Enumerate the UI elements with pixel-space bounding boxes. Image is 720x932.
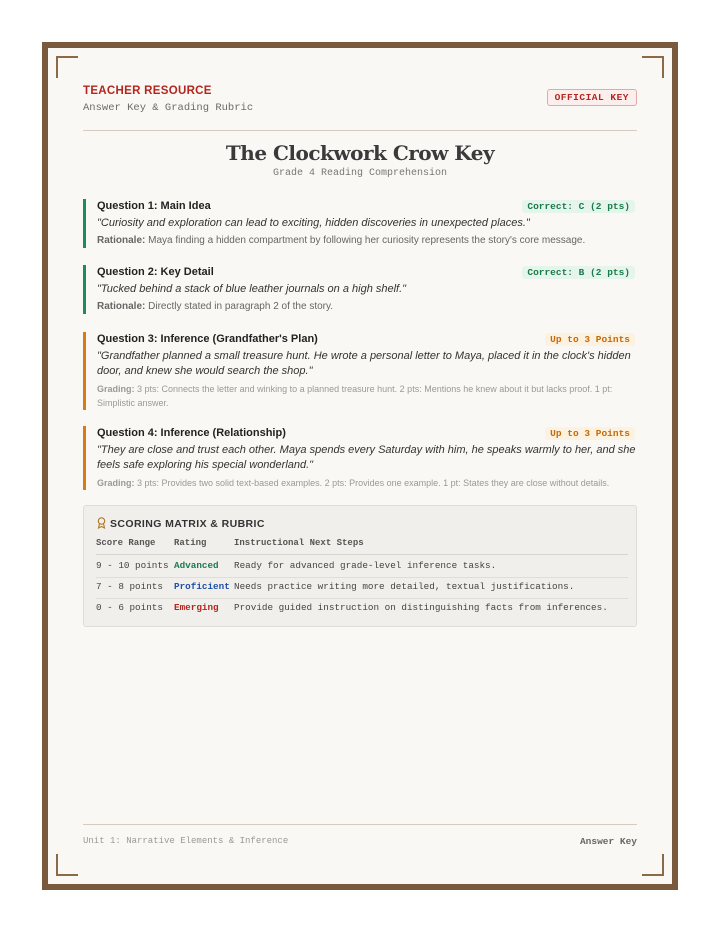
score-range: 0 - 6 points [96, 602, 163, 613]
page-frame [42, 42, 678, 890]
corner-ornament [642, 56, 664, 78]
corner-ornament [56, 854, 78, 876]
rating: Emerging [174, 602, 219, 613]
answer-quote: "Tucked behind a stack of blue leather journals on a high shelf." [97, 283, 407, 295]
question-title: Question 3: Inference (Grandfather's Plan) [97, 333, 318, 345]
answer-quote: "Grandfather planned a small treasure hunt. He wrote a personal letter to Maya, placed it in the clock's hidden door, and knew she would search the shop." [97, 350, 631, 377]
corner-ornament [642, 854, 664, 876]
next-steps: Provide guided instruction on distinguishing facts from inferences. [234, 602, 608, 613]
table-row [96, 598, 628, 619]
question-block [83, 426, 637, 490]
official-key-badge: OFFICIAL KEY [547, 89, 637, 106]
next-steps: Needs practice writing more detailed, textual justifications. [234, 581, 575, 592]
col-header: Rating [174, 538, 207, 548]
answer-pill: Correct: B (2 pts) [522, 266, 635, 279]
resource-subtitle: Answer Key & Grading Rubric [83, 102, 254, 114]
rating: Proficient [174, 581, 230, 592]
rating: Advanced [174, 560, 219, 571]
rationale: Rationale: Maya finding a hidden compartment by following her curiosity represents the story's core message. [97, 235, 586, 246]
resource-label: TEACHER RESOURCE [83, 85, 212, 97]
col-header: Score Range [96, 538, 156, 548]
award-ribbon-icon [96, 518, 110, 530]
question-title: Question 4: Inference (Relationship) [97, 427, 286, 439]
question-block [83, 265, 637, 314]
question-block [83, 332, 637, 410]
grading-note: Grading: 3 pts: Connects the letter and winking to a planned treasure hunt. 2 pts: Mentions he knew about it but lacks proof. 1 pt: Simplistic answer. [97, 384, 613, 408]
page-title: The Clockwork Crow Key [225, 141, 495, 165]
score-range: 7 - 8 points [96, 581, 163, 592]
page-footer [83, 824, 637, 847]
table-row [96, 577, 628, 599]
rationale: Rationale: Directly stated in paragraph 2 of the story. [97, 301, 334, 312]
document-header [83, 84, 637, 131]
col-header: Instructional Next Steps [234, 538, 364, 548]
corner-ornament [56, 56, 78, 78]
next-steps: Ready for advanced grade-level inference tasks. [234, 560, 497, 571]
question-block [83, 199, 637, 248]
points-pill: Up to 3 Points [545, 427, 635, 440]
scoring-matrix [83, 505, 637, 627]
answer-quote: "They are close and trust each other. Maya spends every Saturday with him, he speaks warmly to her, and she feels safe exploring his special wonderland." [97, 444, 636, 471]
grading-note: Grading: 3 pts: Provides two solid text-based examples. 2 pts: Provides one example. 1 pt: States they are close without details. [97, 478, 610, 488]
question-title: Question 2: Key Detail [97, 266, 214, 278]
answer-quote: "Curiosity and exploration can lead to exciting, hidden discoveries in unexpected places." [97, 217, 530, 229]
page-subtitle: Grade 4 Reading Comprehension [272, 168, 448, 179]
matrix-header-row [96, 538, 628, 555]
footer-unit-label: Unit 1: Narrative Elements & Inference [83, 836, 289, 846]
answer-pill: Correct: C (2 pts) [522, 200, 635, 213]
table-row [96, 556, 628, 578]
footer-doc-label: Answer Key [579, 836, 637, 847]
question-title: Question 1: Main Idea [97, 200, 211, 212]
points-pill: Up to 3 Points [545, 333, 635, 346]
score-range: 9 - 10 points [96, 560, 169, 571]
matrix-title: SCORING MATRIX & RUBRIC [96, 517, 265, 530]
